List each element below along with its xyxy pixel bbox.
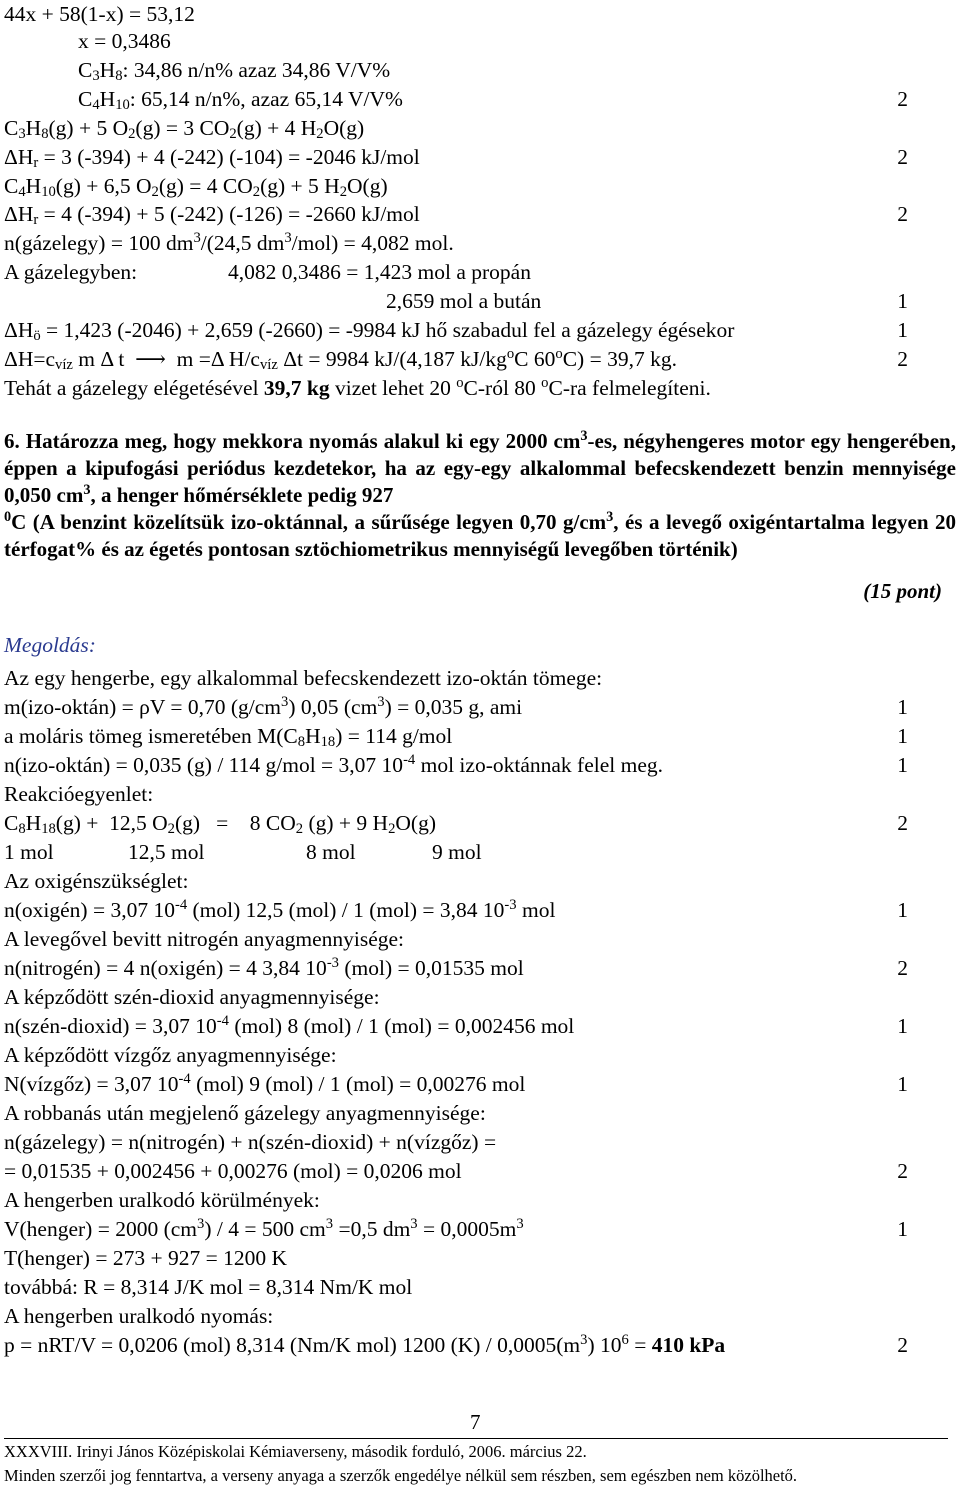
score: 1: [897, 1014, 908, 1038]
solution-line: A képződött szén-dioxid anyagmennyisége:: [4, 985, 380, 1009]
solution-line: a moláris tömeg ismeretében $M(C_8H_{18}) = 114$ g/mol 1: [4, 724, 908, 751]
solution-line: Reakcióegyenlet:: [4, 782, 154, 806]
eq-line: 2,659 mol a bután 1: [0, 287, 960, 316]
final-result-line: p = nRT/V = 0,0206 (mol) 8,314 (Nm/K mol) 1200 $(K) / 0,0005(m^3) 10^6 = 410$ kPa 2: [0, 1331, 960, 1360]
solution-line: T(henger) = 273 + 927 = 1200 K: [4, 1246, 287, 1270]
conclusion-line: Tehát a gázelegy elégetésével 39,7 kg vizet lehet 20 $^o$C-ról 80 $^o$C-ra felmelegíteni.: [4, 374, 711, 400]
score: 2: [897, 145, 908, 169]
solution-line: A hengerben uralkodó nyomás:: [4, 1304, 274, 1328]
solution-line: n(nitrogén) = 4 n(oxigén) = 4 3,84 $10^{-3}$ (mol) = 0,01535 mol 2: [0, 954, 960, 983]
solution-line: n(oxigén) = 3,07 $10^{-4}$ (mol) 12,5 (mol) / 1 (mol) = 3,84 $10^{-3}$ mol 1: [0, 896, 960, 925]
score: 2: [897, 202, 908, 226]
solution-line: 1 mol 12,5 mol 8 mol 9 mol: [4, 840, 482, 864]
eq-line: n(gázelegy) = 100 $dm^3/(24,5$ $dm^3/mol) = 4,082$ mol.: [4, 229, 454, 255]
enthalpy-butane: = 4 (-394) + 5 (-242) (-126) = -2660 kJ/mol: [43, 202, 420, 226]
eq-line: $\Delta H_r = 3$ (-394) + 4 (-242) (-104) = -2046 kJ/mol 2: [4, 145, 908, 172]
solution-line: A képződött vízgőz anyagmennyisége:: [4, 1043, 337, 1067]
task-statement: 6. Határozza meg, hogy mekkora nyomás alakul ki egy 2000 $cm^3-es$, négyhengeres motor egy hengerében, éppen a kipufogási periódus kezdetekor, ha az egy-egy alkalommal befecskendezett benzin mennyisége 0,050 $cm^3$, a henger hőmérséklete pedig 927 $^0$C (A benzint közelítsük izo-oktánnal, a sűrűsége legyen 0,70 $g/cm^3$, és a levegő oxigéntartalma legyen 20 térfogat% és az égetés pontosan sztöchiometrikus mennyiségű levegőben történik): [4, 428, 957, 561]
solution-line: V(henger) = 2000 $(cm^3) / 4 = 500$ $cm^3 =0,5$ $dm^3 = 0,0005m^3$ 1: [0, 1215, 960, 1244]
solution-line: A robbanás után megjelenő gázelegy anyagmennyisége:: [4, 1101, 486, 1125]
equation: 44x + 58(1-x) = 53,12: [4, 2, 195, 26]
solution-line: Az egy hengerbe, egy alkalommal befecskendezett izo-oktán tömege:: [4, 666, 603, 690]
score: 2: [897, 1333, 908, 1357]
score: 1: [897, 724, 908, 748]
eq-line: $C_3H_8$: 34,86 n/n% azaz 34,86 V/V%: [78, 58, 391, 85]
eq-line: [0, 27, 960, 56]
solution-line: = 0,01535 + 0,002456 + 0,00276 (mol) = 0,0206 mol 2: [0, 1157, 960, 1186]
score: 1: [897, 1072, 908, 1096]
score: 2: [897, 1159, 908, 1183]
score: 1: [897, 753, 908, 777]
solution-line: n(izo-oktán) = 0,035 (g) / 114 g/mol = 3,07 $10^{-4}$ mol izo-oktánnak felel meg. 1: [0, 751, 960, 780]
score: 2: [897, 956, 908, 980]
reaction-equation: $C_3H_8(g) + 5$ $O_2(g) = 3$ $CO_2(g) + 4$ $H_2O(g)$: [4, 116, 365, 143]
solution-line: m(izo-oktán) = ρV = 0,70 $(g/cm^3)$ 0,05 $(cm^3) = 0,035$ g, ami 1: [0, 693, 960, 722]
score: 1: [897, 318, 908, 342]
score: 2: [897, 347, 908, 371]
butane-ratio: 65,14 n/n%, azaz 65,14 V/V%: [141, 87, 403, 111]
propane-ratio: 34,86 n/n% azaz 34,86 V/V%: [133, 58, 391, 82]
eq-line: [0, 114, 960, 143]
equation: x = 0,3486: [78, 29, 171, 53]
footer-divider: [4, 1438, 948, 1439]
solution-line: Az oxigénszükséglet:: [4, 869, 189, 893]
eq-line: $\Delta H_ö = 1,423$ (-2046) + 2,659 (-2660) = -9984 kJ hő szabadul fel a gázelegy égésekor 1: [4, 318, 908, 345]
reaction-equation: $C_4H_{10}(g) + 6,5$ $O_2(g) = 4$ $CO_2(g) + 5$ $H_2O(g)$: [4, 174, 388, 201]
eq-line: $C_4H_{10}$: 65,14 n/n%, azaz 65,14 V/V% 2: [78, 87, 908, 114]
eq-line: A gázelegyben: 4,082 0,3486 = 1,423 mol a propán: [4, 260, 531, 284]
score: 1: [897, 898, 908, 922]
score: 1: [897, 289, 908, 313]
task-points: (15 pont): [863, 579, 942, 603]
footer-title: XXXVIII. Irinyi János Középiskolai Kémiaverseny, második forduló, 2006. március 22.: [4, 1442, 587, 1461]
score: 2: [897, 811, 908, 835]
footer-copyright: Minden szerzői jog fenntartva, a verseny anyaga a szerzők engedélye nélkül sem részben, sem egészben nem közölhető.: [4, 1466, 798, 1485]
score: 1: [897, 1217, 908, 1241]
eq-line: [0, 172, 960, 201]
eq-line: $\Delta H_r = 4$ (-394) + 5 (-242) (-126) = -2660 kJ/mol 2: [4, 202, 908, 229]
solution-line: továbbá: R = 8,314 J/K mol = 8,314 Nm/K mol: [4, 1275, 413, 1299]
eq-line: $\Delta H=c_{víz}$ m Δ t ⟶ m =Δ $H/c_{víz}$ Δt = 9984 kJ/(4,187 $kJ/kg^oC$ $60^oC) = 39,7$ kg. 2: [4, 345, 908, 374]
page-number: 7: [470, 1410, 481, 1434]
eq-line: [0, 0, 960, 29]
solution-line: N(vízgőz) = 3,07 $10^{-4}$ (mol) 9 (mol) / 1 (mol) = 0,00276 mol 1: [0, 1070, 960, 1099]
final-result: 410 kPa: [651, 1333, 726, 1357]
solution-line: A levegővel bevitt nitrogén anyagmennyisége:: [4, 927, 405, 951]
solution-line: n(szén-dioxid) = 3,07 $10^{-4}$ (mol) 8 (mol) / 1 (mol) = 0,002456 mol 1: [0, 1012, 960, 1041]
solution-heading: Megoldás:: [4, 633, 96, 657]
solution-line: A hengerben uralkodó körülmények:: [4, 1188, 320, 1212]
solution-line: n(gázelegy) = n(nitrogén) + n(szén-dioxid) + n(vízgőz) =: [4, 1130, 497, 1154]
reaction-equation: $C_8H_{18}(g) + 12,5$ $O_2(g)$ = 8 $CO_2$ (g) + 9 $H_2O(g)$ 2: [4, 811, 908, 838]
enthalpy-propane: = 3 (-394) + 4 (-242) (-104) = -2046 kJ/mol: [43, 145, 420, 169]
score: 1: [897, 695, 908, 719]
score: 2: [897, 87, 908, 111]
